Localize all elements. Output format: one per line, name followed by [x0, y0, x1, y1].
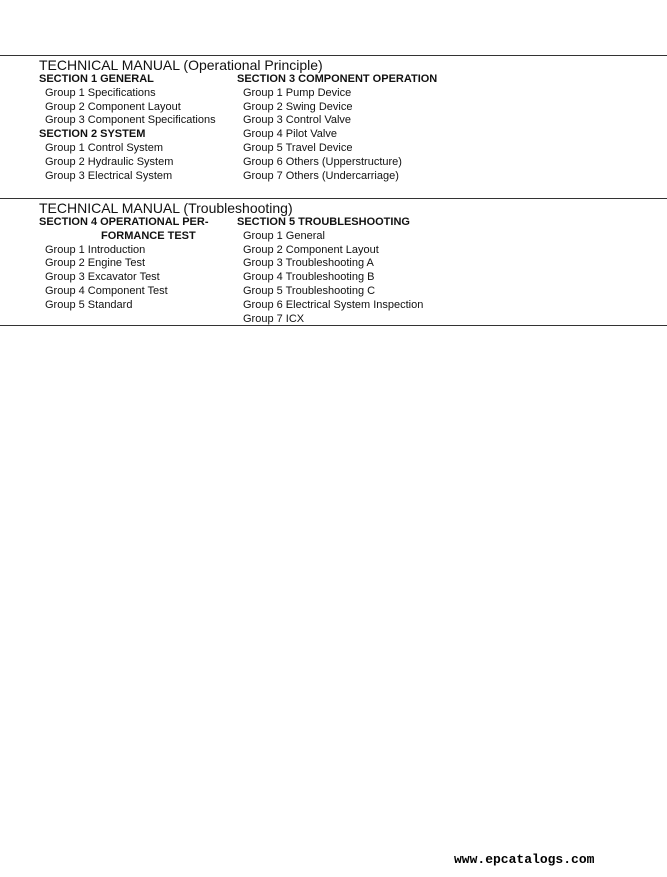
group-item: Group 3 Troubleshooting A — [243, 257, 374, 270]
watermark-url: www.epcatalogs.com — [454, 852, 595, 867]
section-heading-4: SECTION 4 OPERATIONAL PER- — [39, 216, 209, 228]
group-item: Group 2 Swing Device — [243, 100, 353, 113]
group-item: Group 2 Component Layout — [243, 243, 379, 256]
manual2-right-column — [237, 216, 423, 326]
group-item: Group 7 Others (Undercarriage) — [243, 169, 399, 182]
section-heading-5: SECTION 5 TROUBLESHOOTING — [237, 216, 410, 228]
section-heading-4-continued: FORMANCE TEST — [101, 229, 196, 242]
group-item: Group 1 General — [243, 229, 325, 242]
bottom-rule — [0, 325, 667, 326]
group-item: Group 5 Travel Device — [243, 141, 353, 154]
group-item: Group 4 Pilot Valve — [243, 128, 337, 141]
group-item: Group 5 Standard — [45, 298, 133, 311]
group-item: Group 5 Troubleshooting C — [243, 284, 376, 297]
group-item: Group 6 Others (Upperstructure) — [243, 155, 402, 168]
section-heading-3: SECTION 3 COMPONENT OPERATION — [237, 73, 438, 85]
middle-rule — [0, 198, 667, 199]
group-item: Group 3 Control Valve — [243, 114, 352, 127]
group-item: Group 7 ICX — [243, 312, 305, 325]
top-rule — [0, 55, 667, 56]
manual1-left-column — [39, 73, 216, 183]
manual1-right-column — [237, 73, 437, 183]
section-heading-2: SECTION 2 SYSTEM — [39, 128, 146, 141]
group-item: Group 1 Specifications — [45, 86, 156, 99]
group-item: Group 2 Engine Test — [45, 257, 146, 270]
group-item: Group 1 Control System — [45, 141, 163, 154]
group-item: Group 1 Introduction — [45, 243, 146, 256]
manual-title-troubleshooting: TECHNICAL MANUAL (Troubleshooting) — [39, 200, 293, 216]
group-item: Group 1 Pump Device — [243, 86, 352, 99]
group-item: Group 4 Component Test — [45, 284, 168, 297]
manual-title-operational-principle: TECHNICAL MANUAL (Operational Principle) — [39, 57, 323, 73]
group-item: Group 4 Troubleshooting B — [243, 271, 375, 284]
group-item: Group 3 Electrical System — [45, 169, 173, 182]
manual2-left-column — [39, 216, 209, 313]
section-heading-1: SECTION 1 GENERAL — [39, 73, 154, 85]
group-item: Group 2 Hydraulic System — [45, 155, 174, 168]
group-item: Group 3 Excavator Test — [45, 271, 160, 284]
group-item: Group 3 Component Specifications — [45, 114, 216, 127]
group-item: Group 2 Component Layout — [45, 100, 181, 113]
group-item: Group 6 Electrical System Inspection — [243, 298, 424, 311]
